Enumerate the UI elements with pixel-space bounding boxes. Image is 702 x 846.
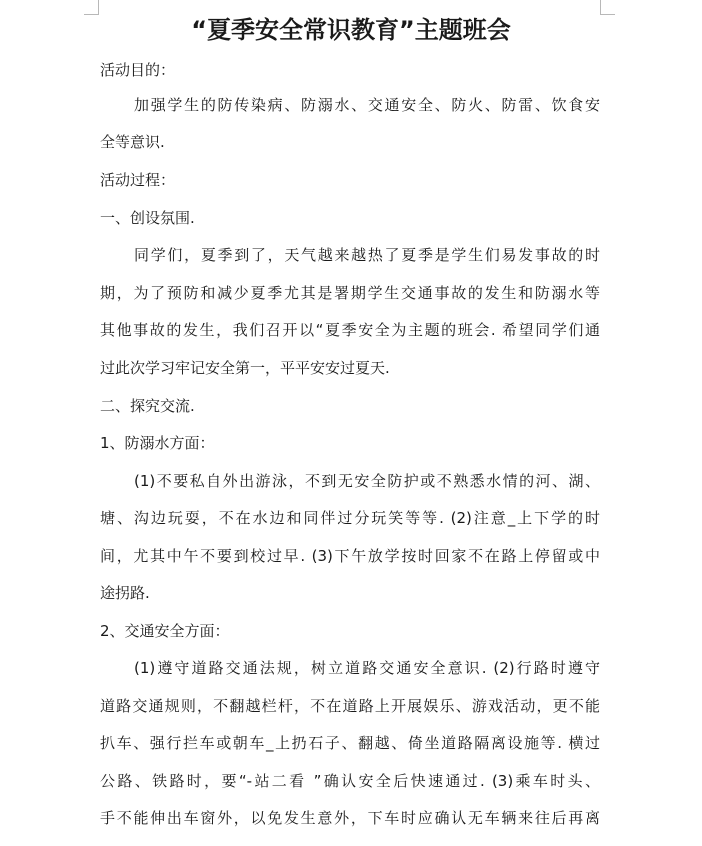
subsection-heading-traffic: 2、交通安全方面： (100, 622, 230, 640)
paragraph-line: 过此次学习牢记安全第一，平平安安过夏天. (100, 359, 390, 377)
subsection-heading-drowning: 1、防溺水方面： (100, 434, 215, 452)
paragraph-line: 全等意识. (100, 133, 165, 151)
paragraph-line: 手不能伸出车窗外，以免发生意外，下车时应确认无车辆来往后再离 (100, 809, 600, 827)
paragraph-line: 其他事故的发生，我们召开以“夏季安全为主题的班会. 希望同学们通 (100, 321, 600, 339)
paragraph-line: 加强学生的防传染病、防溺水、交通安全、防火、防雷、饮食安 (134, 96, 600, 114)
paragraph-line: 间，尤其中午不要到校过早. (3)下午放学按时回家不在路上停留或中 (100, 547, 600, 565)
paragraph-line: 扒车、强行拦车或朝车_上扔石子、翻越、倚坐道路隔离设施等. 横过 (100, 734, 600, 752)
paragraph-line: 塘、沟边玩耍，不在水边和同伴过分玩笑等等. (2)注意_上下学的时 (100, 509, 600, 527)
paragraph-line: 同学们，夏季到了，天气越来越热了夏季是学生们易发事故的时 (134, 246, 600, 264)
section-heading-atmosphere: 一、创设氛围. (100, 209, 195, 227)
paragraph-line: 道路交通规则，不翻越栏杆，不在道路上开展娱乐、游戏活动，更不能 (100, 697, 600, 715)
paragraph-line: 期，为了预防和减少夏季尤其是署期学生交通事故的发生和防溺水等 (100, 284, 600, 302)
section-heading-purpose: 活动目的： (100, 61, 176, 79)
section-heading-process: 活动过程： (100, 171, 176, 189)
paragraph-line: 公路、铁路时，要“-站二看 ”确认安全后快速通过. (3)乘车时头、 (100, 772, 600, 790)
paragraph-line: 途拐路. (100, 584, 150, 602)
section-heading-exploration: 二、探究交流. (100, 397, 195, 415)
paragraph-line: (1)遵守道路交通法规，树立道路交通安全意识. (2)行路时遵守 (134, 659, 600, 677)
document-title: “夏季安全常识教育”主题班会 (191, 16, 511, 44)
paragraph-line: (1)不要私自外出游泳，不到无安全防护或不熟悉水情的河、湖、 (134, 472, 600, 490)
